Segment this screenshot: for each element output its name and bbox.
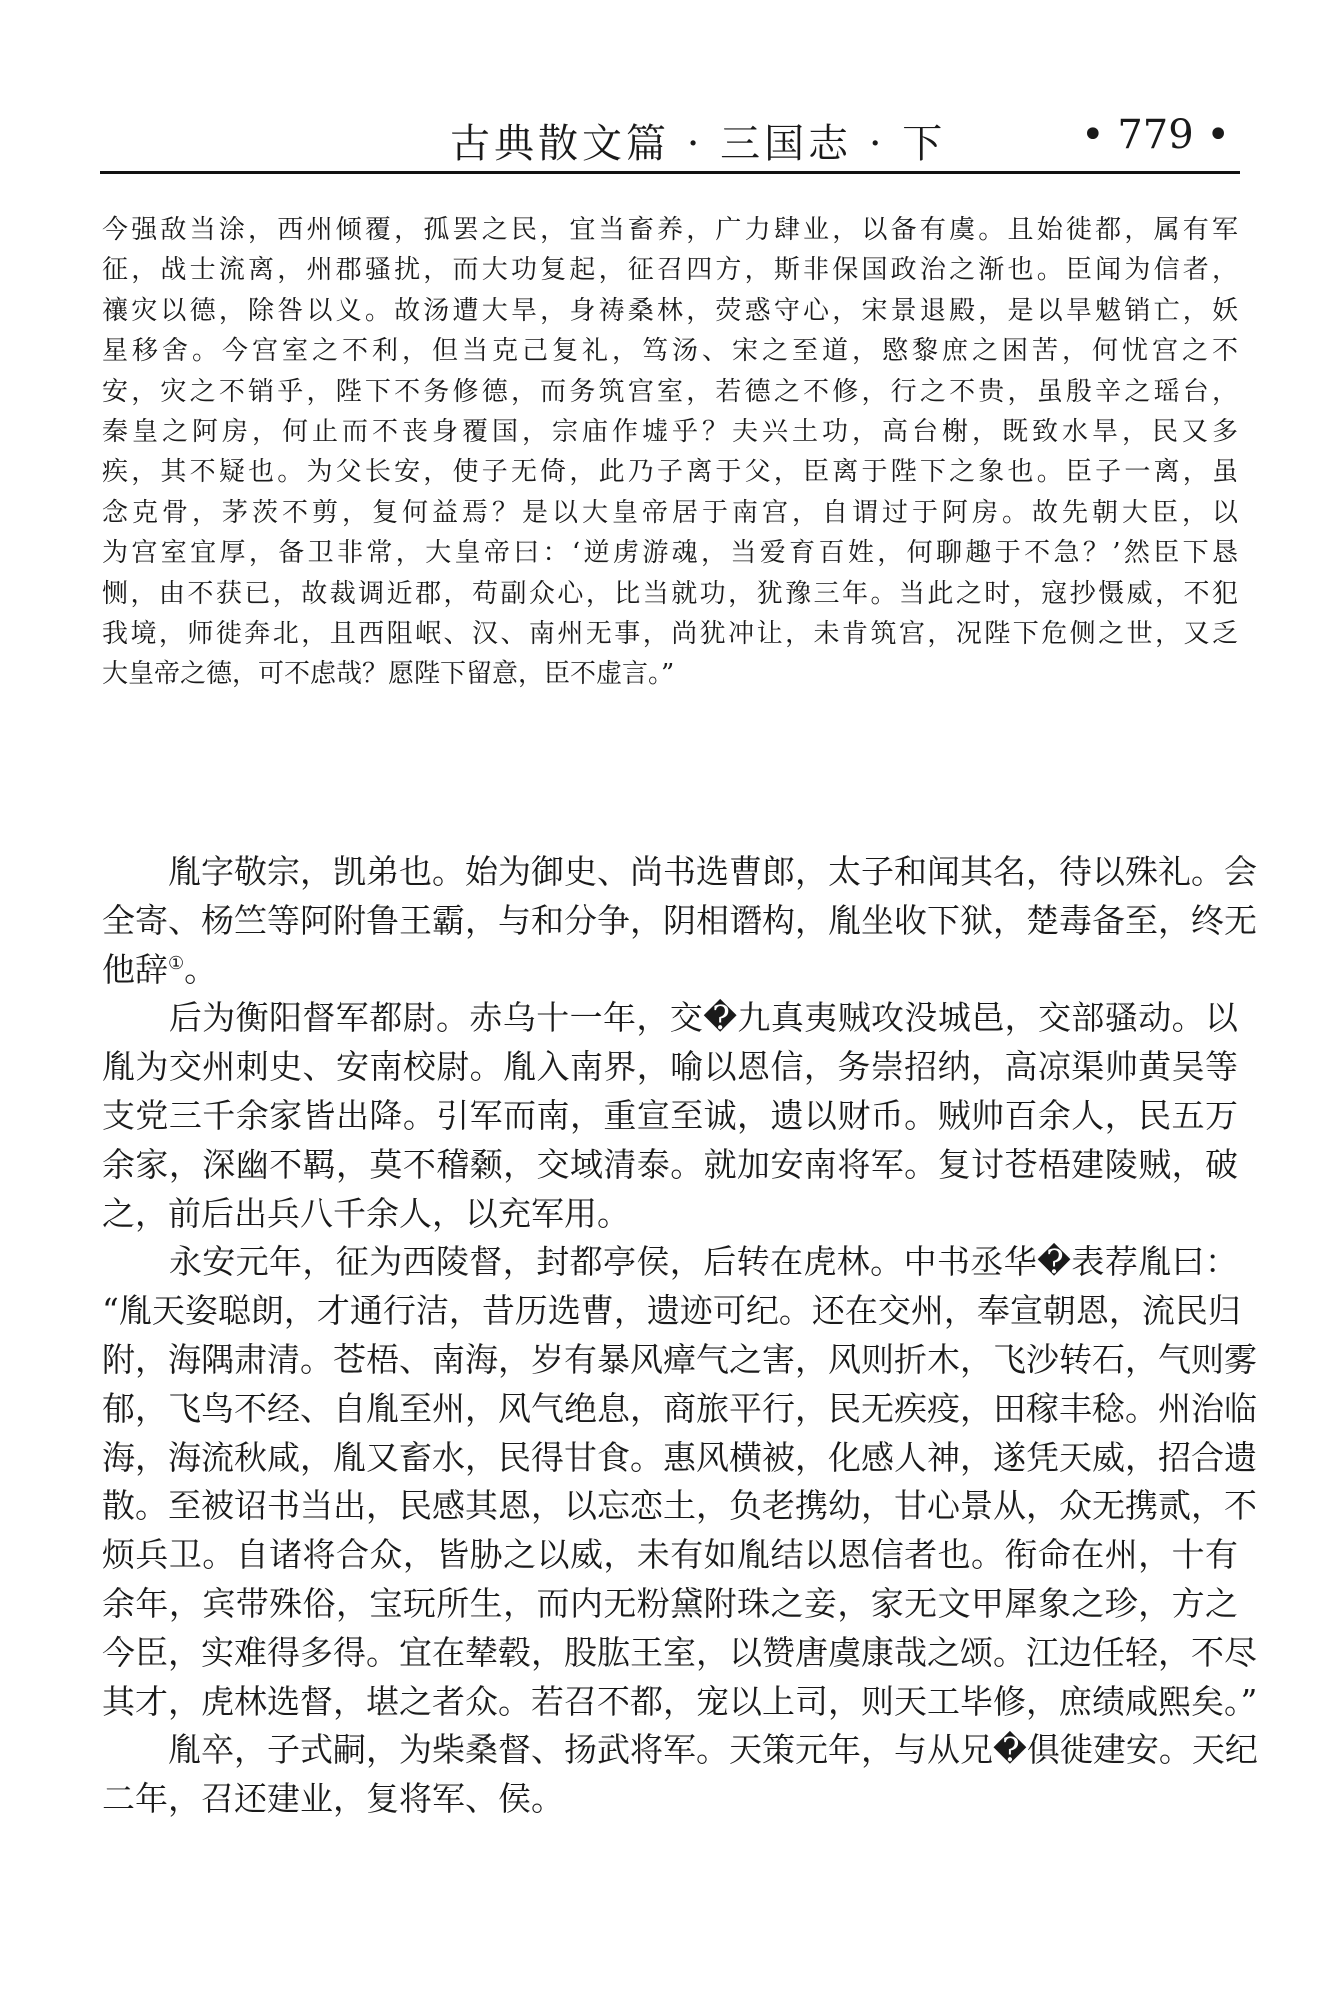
paragraph-line: 附，海隅肃清。苍梧、南海，岁有暴风瘴气之害，风则折木，飞沙转石，气则雾: [102, 1339, 1257, 1379]
paragraph-line: 烦兵卫。自诸将合众，皆胁之以威，未有如胤结以恩信者也。衔命在州，十有: [102, 1535, 1238, 1575]
paragraph-text: 永安元年，征为西陵督，封都亭侯，后转在虎林。中书丞华�表荐胤曰：: [168, 1242, 1239, 1282]
paragraph-line: [102, 994, 1238, 1043]
paragraph-line: 余年，宾带殊俗，宝玩所生，而内无粉黛附珠之妾，家无文甲犀象之珍，方之: [102, 1583, 1238, 1623]
quote-line: 今强敌当涂，西州倾覆，孤罢之民，宜当畜养，广力肆业，以备有虞。且始徙都，属有军: [102, 215, 1238, 245]
paragraph-line: [102, 946, 1238, 995]
paragraph-line: 其才，虎林选督，堪之者众。若召不都，宠以上司，则天工毕修，庶绩咸熙矣。”: [102, 1681, 1258, 1721]
paragraph-line: 郁，飞鸟不经、自胤至州，风气绝息，商旅平行，民无疾疫，田稼丰稔。州治临: [102, 1388, 1257, 1428]
paragraph-line: 之，前后出兵八千余人，以充军用。: [102, 1193, 630, 1233]
main-text: [102, 848, 1258, 1824]
paragraph-line: “胤天姿聪朗，才通行洁，昔历选曹，遗迹可纪。还在交州，奉宣朝恩，流民归: [102, 1291, 1241, 1331]
quote-line: 疾，其不疑也。为父长安，使子无倚，此乃子离于父，臣离于陛下之象也。臣子一离，虽: [102, 457, 1238, 488]
paragraph-line: 全寄、杨竺等阿附鲁王霸，与和分争，阴相谮构，胤坐收下狱，楚毒备至，终无: [102, 900, 1257, 940]
quote-line: 禳灾以德，除咎以义。故汤遭大旱，身祷桑林，荧惑守心，宋景退殿，是以旱魃销亡，妖: [102, 295, 1238, 326]
quote-line: 安，灾之不销乎，陛下不务修德，而务筑宫室，若德之不修，行之不贵，虽殷辛之瑶台，: [102, 376, 1238, 407]
paragraph-line: 散。至被诏书当出，民感其恩，以忘恋土，负老携幼，甘心景从，众无携贰，不: [102, 1486, 1257, 1526]
paragraph-text: 后为衡阳督军都尉。赤乌十一年，交�九真夷贼攻没城邑，交部骚动。以: [168, 998, 1239, 1038]
paragraph-line: [102, 848, 1257, 897]
memorial-quote-block: [102, 210, 1238, 695]
paragraph-text: 胤卒，子式嗣，为柴桑督、扬武将军。天策元年，与从兄�俱徙建安。天纪: [168, 1730, 1258, 1770]
quote-line: 为宫室宜厚，备卫非常，大皇帝曰：‘逆虏游魂，当爱育百姓，何聊趣于不急？’然臣下恳: [102, 538, 1238, 569]
running-title: 古典散文篇 · 三国志 · 下: [450, 121, 947, 167]
quote-line: 征，战士流离，州郡骚扰，而大功复起，征召四方，斯非保国政治之渐也。臣闻为信者，: [102, 255, 1238, 286]
paragraph-text: 胤字敬宗，凯弟也。始为御史、尚书选曹郎，太子和闻其名，待以殊礼。会: [168, 852, 1257, 891]
quote-line: 星移舍。今宫室之不利，但当克己复礼，笃汤、宋之至道，愍黎庶之困苦，何忧宫之不: [102, 336, 1238, 367]
paragraph-line: 海，海流秋咸，胤又畜水，民得甘食。惠风横被，化感人神，遂凭天威，招合遗: [102, 1437, 1257, 1477]
paragraph-line: [102, 1726, 1258, 1775]
quote-line: 秦皇之阿房，何止而不丧身覆国，宗庙作墟乎？夫兴土功，高台榭，既致水旱，民又多: [102, 416, 1238, 447]
quote-line: 我境，师徙奔北，且西阻岷、汉、南州无事，尚犹冲让，未肯筑宫，况陛下危侧之世，又乏: [102, 618, 1238, 649]
paragraph-line: 余家，深幽不羁，莫不稽颡，交域清泰。就加安南将军。复讨苍梧建陵贼，破: [102, 1144, 1238, 1184]
running-header: [100, 112, 1240, 172]
footnote-marker[interactable]: ①: [168, 952, 185, 974]
header-rule: [100, 171, 1240, 174]
paragraph-line: 二年，召还建业，复将军、侯。: [102, 1779, 564, 1819]
paragraph-text: 他辞: [102, 949, 168, 989]
page-number: • 779 •: [1081, 112, 1230, 158]
paragraph-text: 。: [184, 949, 218, 989]
paragraph-line: 胤为交州刺史、安南校尉。胤入南界，喻以恩信，务崇招纳，高凉渠帅黄吴等: [102, 1047, 1238, 1087]
paragraph-line: 支党三千余家皆出降。引军而南，重宣至诚，遗以财币。贼帅百余人，民五万: [102, 1095, 1238, 1135]
quote-line: 大皇帝之德，可不虑哉？愿陛下留意，臣不虚言。”: [102, 659, 675, 690]
paragraph-line: [102, 1238, 1238, 1287]
quote-line: 恻，由不获已，故裁调近郡，苟副众心，比当就功，犹豫三年。当此之时，寇抄慑威，不犯: [102, 578, 1238, 609]
paragraph-line: 今臣，实难得多得。宜在辇毂，股肱王室，以赞唐虞康哉之颂。江边任轻，不尽: [102, 1632, 1257, 1672]
quote-line: 念克骨，茅茨不剪，复何益焉？是以大皇帝居于南宫，自谓过于阿房。故先朝大臣，以: [102, 497, 1238, 528]
